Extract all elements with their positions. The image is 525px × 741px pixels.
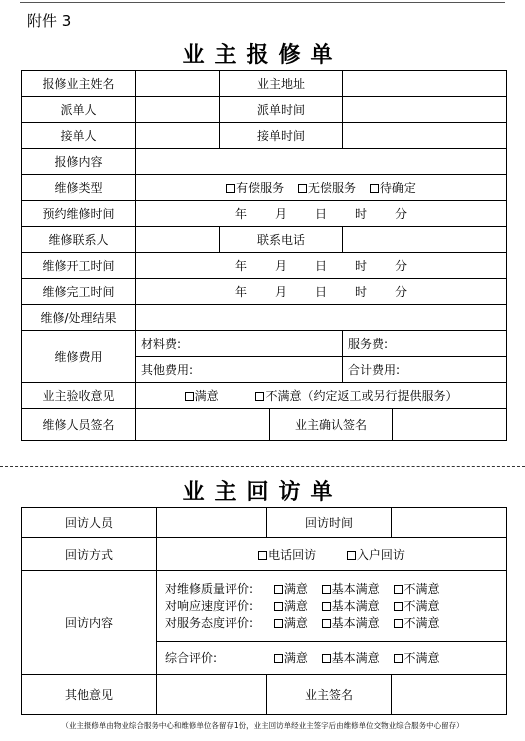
- repair-form-table: [21, 70, 507, 441]
- receiver-label: 接单人: [22, 123, 136, 149]
- eval-row: [159, 598, 504, 615]
- material-fee-field[interactable]: 材料费:: [136, 331, 343, 357]
- appointment-label: 预约维修时间: [22, 201, 136, 227]
- receiver-field[interactable]: [136, 123, 220, 149]
- visit-form-title: 业主回访单: [182, 479, 343, 505]
- option-label: 基本满意: [331, 650, 380, 665]
- row-type: [22, 175, 507, 201]
- cost-label: 维修费用: [22, 331, 136, 383]
- overall-label: 综合评价:: [165, 650, 218, 665]
- attitude-basic-checkbox[interactable]: [322, 619, 331, 628]
- visit-time-field[interactable]: [392, 508, 507, 538]
- eval-row: [159, 581, 504, 598]
- method-label: 回访方式: [22, 538, 157, 571]
- minute-unit: 分: [395, 259, 408, 273]
- row-acceptance: [22, 383, 507, 409]
- row-cost-1: [22, 331, 507, 357]
- option-label: 不满意: [403, 581, 440, 596]
- attitude-eval-label: 对服务态度评价:: [165, 615, 254, 630]
- year-unit: 年: [234, 259, 247, 273]
- attitude-satisfied-checkbox[interactable]: [274, 619, 283, 628]
- visit-content-label: 回访内容: [22, 571, 157, 675]
- repairer-sign-label: 维修人员签名: [22, 409, 136, 441]
- dispatch-time-label: 派单时间: [220, 97, 343, 123]
- row-owner: [22, 71, 507, 97]
- free-service-checkbox[interactable]: [298, 184, 307, 193]
- owner-sign-field[interactable]: [392, 675, 507, 715]
- acceptance-label: 业主验收意见: [22, 383, 136, 409]
- option-label: 不满意: [403, 650, 440, 665]
- month-unit: 月: [275, 285, 288, 299]
- cut-line: [0, 466, 525, 467]
- acceptance-options: [136, 383, 507, 409]
- repair-form-title: 业主报修单: [182, 42, 343, 68]
- appointment-field[interactable]: [136, 201, 507, 227]
- quality-eval-label: 对维修质量评价:: [165, 581, 254, 596]
- year-unit: 年: [234, 207, 247, 221]
- hour-unit: 时: [355, 259, 368, 273]
- unsatisfied-label: 不满意（约定返工或另行提供服务）: [265, 389, 458, 403]
- start-label: 维修开工时间: [22, 253, 136, 279]
- dispatch-time-field[interactable]: [343, 97, 507, 123]
- paid-service-checkbox[interactable]: [226, 184, 235, 193]
- row-visit-content: [22, 571, 507, 642]
- row-finish: [22, 279, 507, 305]
- row-dispatch: [22, 97, 507, 123]
- home-visit-label: 入户回访: [356, 547, 405, 562]
- overall-basic-checkbox[interactable]: [322, 654, 331, 663]
- service-fee-field[interactable]: 服务费:: [343, 331, 507, 357]
- satisfied-checkbox[interactable]: [185, 392, 194, 401]
- free-service-label: 无偿服务: [308, 181, 357, 195]
- month-unit: 月: [275, 207, 288, 221]
- option-label: 满意: [283, 650, 308, 665]
- minute-unit: 分: [395, 285, 408, 299]
- owner-name-field[interactable]: [136, 71, 220, 97]
- row-receive: [22, 123, 507, 149]
- owner-name-label: 报修业主姓名: [22, 71, 136, 97]
- overall-row: [159, 650, 504, 667]
- day-unit: 日: [315, 207, 328, 221]
- contact-label: 维修联系人: [22, 227, 136, 253]
- quality-basic-checkbox[interactable]: [322, 585, 331, 594]
- undetermined-checkbox[interactable]: [370, 184, 379, 193]
- option-label: 不满意: [403, 598, 440, 613]
- option-label: 满意: [283, 598, 308, 613]
- row-contact: [22, 227, 507, 253]
- result-field[interactable]: [136, 305, 507, 331]
- option-label: 满意: [283, 581, 308, 596]
- row-other: [22, 675, 507, 715]
- phone-label: 联系电话: [220, 227, 343, 253]
- repairer-sign-field[interactable]: [136, 409, 270, 441]
- total-fee-field[interactable]: 合计费用:: [343, 357, 507, 383]
- dispatcher-label: 派单人: [22, 97, 136, 123]
- attachment-label: 附件 3: [27, 12, 72, 30]
- row-start: [22, 253, 507, 279]
- owner-confirm-label: 业主确认签名: [270, 409, 393, 441]
- visitor-label: 回访人员: [22, 508, 157, 538]
- hour-unit: 时: [355, 285, 368, 299]
- option-label: 基本满意: [331, 581, 380, 596]
- month-unit: 月: [275, 259, 288, 273]
- option-label: 基本满意: [331, 598, 380, 613]
- quality-unsatisfied-checkbox[interactable]: [394, 585, 403, 594]
- row-appointment: [22, 201, 507, 227]
- other-fee-field[interactable]: 其他费用:: [136, 357, 343, 383]
- receive-time-label: 接单时间: [220, 123, 343, 149]
- eval-row: [159, 615, 504, 632]
- speed-basic-checkbox[interactable]: [322, 602, 331, 611]
- option-label: 基本满意: [331, 615, 380, 630]
- contact-field[interactable]: [136, 227, 220, 253]
- result-label: 维修/处理结果: [22, 305, 136, 331]
- type-label: 维修类型: [22, 175, 136, 201]
- dispatcher-field[interactable]: [136, 97, 220, 123]
- other-opinion-field[interactable]: [157, 675, 267, 715]
- footer-note: （业主报修单由物业综合服务中心和维修单位各留存1份，业主回访单经业主签字后由维修单位交物业综合服务中心留存）: [61, 721, 464, 730]
- row-content: [22, 149, 507, 175]
- quality-satisfied-checkbox[interactable]: [274, 585, 283, 594]
- visit-time-label: 回访时间: [267, 508, 392, 538]
- satisfied-label: 满意: [194, 389, 219, 403]
- home-visit-checkbox[interactable]: [347, 551, 356, 560]
- overall-block: [157, 642, 507, 675]
- phone-field[interactable]: [343, 227, 507, 253]
- day-unit: 日: [315, 285, 328, 299]
- row-signature: [22, 409, 507, 441]
- day-unit: 日: [315, 259, 328, 273]
- content-label: 报修内容: [22, 149, 136, 175]
- undetermined-label: 待确定: [379, 181, 416, 195]
- row-result: [22, 305, 507, 331]
- minute-unit: 分: [395, 207, 408, 221]
- attitude-unsatisfied-checkbox[interactable]: [394, 619, 403, 628]
- receive-time-field[interactable]: [343, 123, 507, 149]
- finish-label: 维修完工时间: [22, 279, 136, 305]
- finish-field[interactable]: [136, 279, 507, 305]
- unsatisfied-checkbox[interactable]: [255, 392, 264, 401]
- owner-confirm-field[interactable]: [393, 409, 507, 441]
- overall-unsatisfied-checkbox[interactable]: [394, 654, 403, 663]
- row-visitor: [22, 508, 507, 538]
- speed-eval-label: 对响应速度评价:: [165, 598, 254, 613]
- owner-address-field[interactable]: [343, 71, 507, 97]
- type-options: [136, 175, 507, 201]
- phone-visit-label: 电话回访: [268, 547, 317, 562]
- option-label: 满意: [283, 615, 308, 630]
- start-field[interactable]: [136, 253, 507, 279]
- eval-block: [157, 571, 507, 642]
- method-options: [157, 538, 507, 571]
- top-rule: [20, 2, 505, 3]
- overall-satisfied-checkbox[interactable]: [274, 654, 283, 663]
- other-opinion-label: 其他意见: [22, 675, 157, 715]
- owner-sign-label: 业主签名: [267, 675, 392, 715]
- speed-satisfied-checkbox[interactable]: [274, 602, 283, 611]
- phone-visit-checkbox[interactable]: [258, 551, 267, 560]
- visit-form-table: [21, 507, 507, 715]
- option-label: 不满意: [403, 615, 440, 630]
- visitor-field[interactable]: [157, 508, 267, 538]
- year-unit: 年: [234, 285, 247, 299]
- content-field[interactable]: [136, 149, 507, 175]
- paid-service-label: 有偿服务: [236, 181, 285, 195]
- speed-unsatisfied-checkbox[interactable]: [394, 602, 403, 611]
- row-method: [22, 538, 507, 571]
- hour-unit: 时: [355, 207, 368, 221]
- owner-address-label: 业主地址: [220, 71, 343, 97]
